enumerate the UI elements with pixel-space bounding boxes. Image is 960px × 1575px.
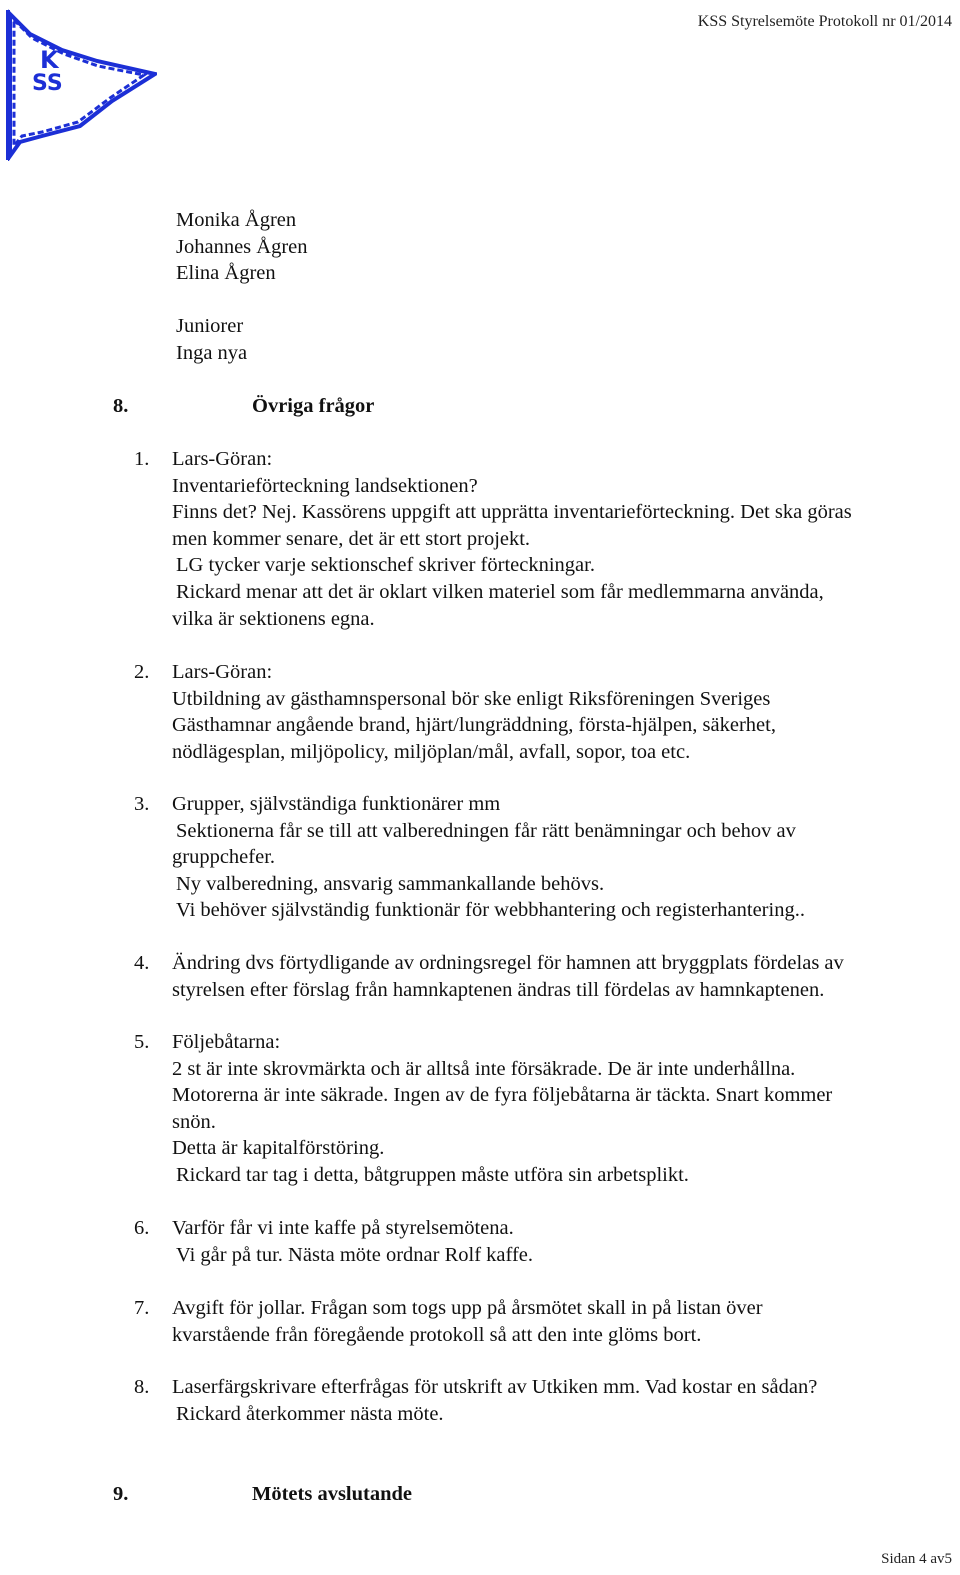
- section-title: Mötets avslutande: [252, 1483, 413, 1505]
- item-line: Grupper, självständiga funktionärer mm: [172, 793, 501, 815]
- item-line: Ny valberedning, ansvarig sammankallande behövs.: [176, 872, 605, 895]
- item-number: 4.: [134, 952, 150, 974]
- juniors-heading: Juniorer: [176, 315, 244, 337]
- item-line: Laserfärgskrivare efterfrågas för utskrift av Utkiken mm. Vad kostar en sådan?: [172, 1376, 818, 1398]
- section-heading-9: [0, 1481, 960, 1508]
- member-name: Elina Ågren: [176, 262, 276, 285]
- page-number: Sidan 4 av5: [881, 1551, 952, 1567]
- item-number: 8.: [134, 1376, 150, 1398]
- item-line: Motorerna är inte säkrade. Ingen av de fyra följebåtarna är täckta. Snart kommer: [172, 1084, 833, 1107]
- section-heading-8: [0, 393, 960, 420]
- juniors-text: Inga nya: [176, 341, 248, 364]
- item-line: Vi går på tur. Nästa möte ordnar Rolf kaffe.: [176, 1243, 534, 1266]
- item-line: men kommer senare, det är ett stort projekt.: [172, 527, 531, 550]
- logo-letters-ss: SS: [32, 71, 63, 96]
- item-line: Lars-Göran:: [172, 448, 273, 470]
- item-line: Följebåtarna:: [172, 1031, 281, 1053]
- item-line: Varför får vi inte kaffe på styrelsemötena.: [172, 1217, 514, 1239]
- item-line: vilka är sektionens egna.: [172, 607, 375, 630]
- item-line: Rickard menar att det är oklart vilken materiel som får medlemmarna använda,: [176, 580, 824, 603]
- item-line: gruppchefer.: [172, 846, 276, 869]
- item-line: Gästhamnar angående brand, hjärt/lungräddning, första-hjälpen, säkerhet,: [172, 714, 776, 737]
- juniors-block: [176, 313, 247, 366]
- item-body: [172, 446, 942, 632]
- item-line: styrelsen efter förslag från hamnkaptenen ändras till fördelas av hamnkaptenen.: [172, 978, 825, 1001]
- item-line: Rickard återkommer nästa möte.: [176, 1402, 444, 1425]
- item-line: Rickard tar tag i detta, båtgruppen måste utföra sin arbetsplikt.: [176, 1163, 689, 1186]
- item-body: [172, 1215, 942, 1268]
- item-line: Utbildning av gästhamnspersonal bör ske enligt Riksföreningen Sveriges: [172, 687, 771, 710]
- item-line: 2 st är inte skrovmärkta och är alltså inte försäkrade. De är inte underhållna.: [172, 1057, 796, 1080]
- item-number: 7.: [134, 1297, 150, 1319]
- item-line: snön.: [172, 1110, 216, 1133]
- item-line: Ändring dvs förtydligande av ordningsregel för hamnen att bryggplats fördelas av: [172, 952, 844, 974]
- item-line: Sektionerna får se till att valberedningen får rätt benämningar och behov av: [176, 819, 796, 842]
- section-title: Övriga frågor: [252, 395, 375, 417]
- club-pennant-logo: [2, 6, 157, 161]
- member-name: Monika Ågren: [176, 209, 297, 231]
- member-names-list: [176, 207, 308, 287]
- item-number: 6.: [134, 1217, 150, 1239]
- logo-letter-k: K: [40, 46, 59, 74]
- item-line: Avgift för jollar. Frågan som togs upp på årsmötet skall in på listan över: [172, 1297, 763, 1319]
- item-line: Finns det? Nej. Kassörens uppgift att upprätta inventarieförteckning. Det ska göras: [172, 501, 852, 524]
- item-number: 1.: [134, 448, 150, 470]
- item-line: kvarstående från föregående protokoll så att den inte glöms bort.: [172, 1323, 702, 1346]
- item-number: 3.: [134, 793, 150, 815]
- section-number: 8.: [113, 395, 129, 417]
- item-body: [172, 1029, 942, 1189]
- item-line: Lars-Göran:: [172, 661, 273, 683]
- item-body: [172, 791, 942, 924]
- item-number: 2.: [134, 661, 150, 683]
- section-number: 9.: [113, 1483, 129, 1505]
- item-body: [172, 1374, 942, 1427]
- item-line: Inventarieförteckning landsektionen?: [172, 474, 478, 497]
- item-line: nödlägesplan, miljöpolicy, miljöplan/mål, avfall, sopor, toa etc.: [172, 740, 691, 763]
- item-line: Vi behöver självständig funktionär för webbhantering och registerhantering..: [176, 899, 805, 922]
- item-body: [172, 950, 942, 1003]
- member-name: Johannes Ågren: [176, 235, 308, 258]
- item-line: Detta är kapitalförstöring.: [172, 1137, 385, 1160]
- item-number: 5.: [134, 1031, 150, 1053]
- document-header-title: KSS Styrelsemöte Protokoll nr 01/2014: [697, 13, 952, 30]
- item-body: [172, 1295, 942, 1348]
- item-line: LG tycker varje sektionschef skriver förteckningar.: [176, 554, 595, 577]
- item-body: [172, 659, 942, 765]
